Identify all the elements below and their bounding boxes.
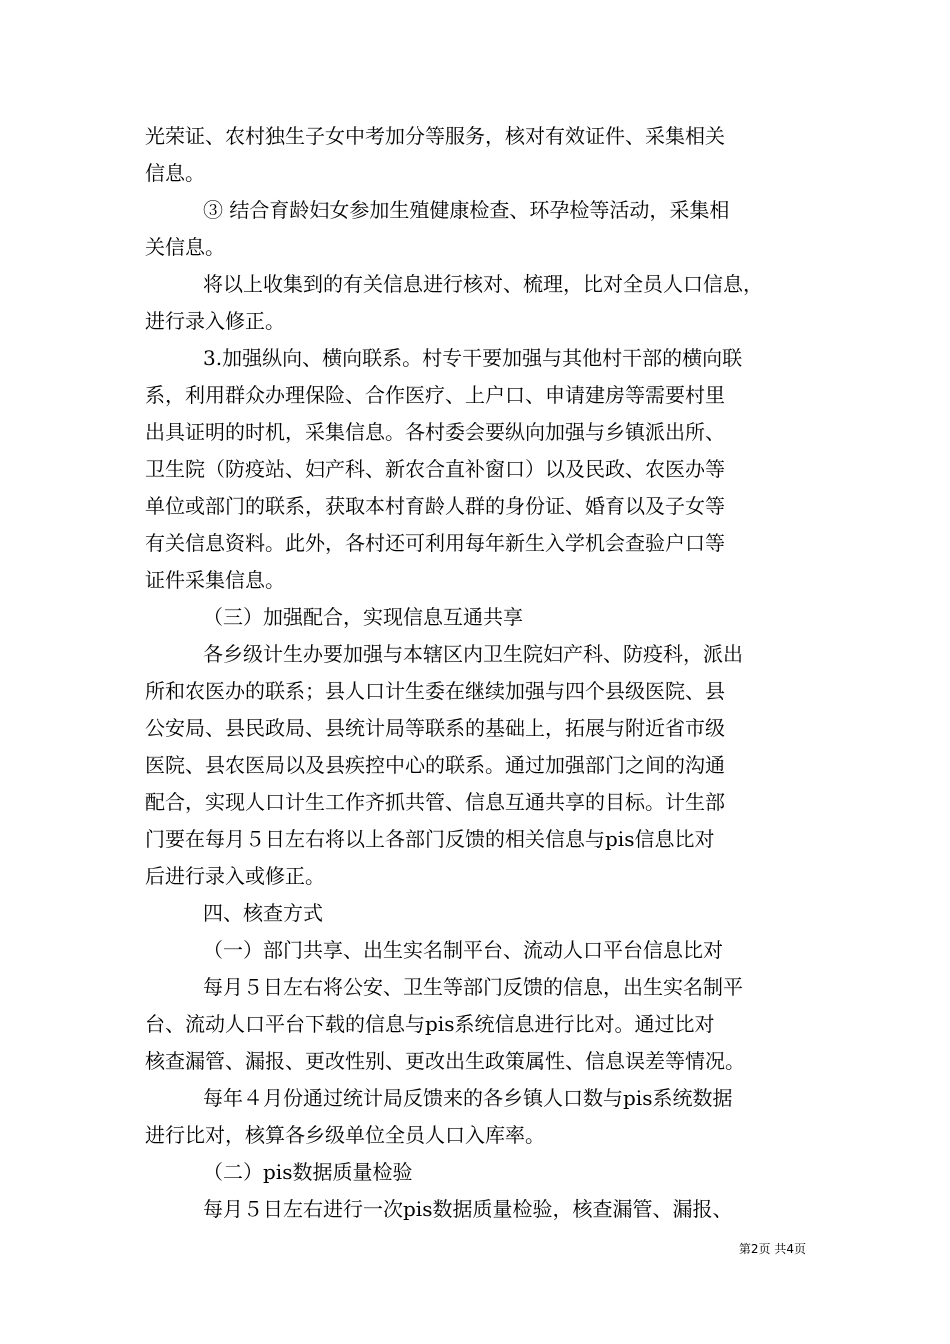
text-line: 系，利用群众办理保险、合作医疗、上户口、申请建房等需要村里 [145, 383, 725, 407]
text-line: 四、核查方式 [203, 901, 323, 925]
text-line: 公安局、县民政局、县统计局等联系的基础上，拓展与附近省市级 [145, 716, 725, 740]
text-line: 信息。 [145, 161, 205, 185]
text-line: 卫生院（防疫站、妇产科、新农合直补窗口）以及民政、农医办等 [145, 457, 725, 481]
text-line: 关信息。 [145, 235, 225, 259]
text-line: 配合，实现人口计生工作齐抓共管、信息互通共享的目标。计生部 [145, 790, 725, 814]
text-line: ③ 结合育龄妇女参加生殖健康检查、环孕检等活动，采集相 [203, 198, 730, 222]
text-line: 出具证明的时机，采集信息。各村委会要纵向加强与乡镇派出所、 [145, 420, 725, 444]
text-line: （二）pis数据质量检验 [203, 1160, 413, 1184]
text-line: 门要在每月５日左右将以上各部门反馈的相关信息与pis信息比对 [145, 827, 715, 851]
text-line: 后进行录入或修正。 [145, 864, 325, 888]
text-line: 每月５日左右将公安、卫生等部门反馈的信息，出生实名制平 [203, 975, 743, 999]
text-line: 进行比对，核算各乡级单位全员人口入库率。 [145, 1123, 545, 1147]
text-line: （三）加强配合，实现信息互通共享 [203, 605, 523, 629]
text-line: 光荣证、农村独生子女中考加分等服务，核对有效证件、采集相关 [145, 124, 725, 148]
text-line: 将以上收集到的有关信息进行核对、梳理，比对全员人口信息， [203, 272, 763, 296]
text-line: 每年４月份通过统计局反馈来的各乡镇人口数与pis系统数据 [203, 1086, 733, 1110]
text-line: 3.加强纵向、横向联系。村专干要加强与其他村干部的横向联 [203, 346, 743, 370]
text-line: 医院、县农医局以及县疾控中心的联系。通过加强部门之间的沟通 [145, 753, 725, 777]
text-line: 证件采集信息。 [145, 568, 285, 592]
text-line: 各乡级计生办要加强与本辖区内卫生院妇产科、防疫科，派出 [203, 642, 743, 666]
text-line: 每月５日左右进行一次pis数据质量检验，核查漏管、漏报、 [203, 1197, 733, 1221]
document-body [145, 118, 810, 1228]
text-line: （一）部门共享、出生实名制平台、流动人口平台信息比对 [203, 938, 723, 962]
text-line: 所和农医办的联系；县人口计生委在继续加强与四个县级医院、县 [145, 679, 725, 703]
text-line: 单位或部门的联系，获取本村育龄人群的身份证、婚育以及子女等 [145, 494, 725, 518]
page-number: 第2页 共4页 [738, 1242, 806, 1256]
text-line: 进行录入修正。 [145, 309, 285, 333]
text-line: 有关信息资料。此外，各村还可利用每年新生入学机会查验户口等 [145, 531, 725, 555]
text-line: 台、流动人口平台下载的信息与pis系统信息进行比对。通过比对 [145, 1012, 715, 1036]
text-line: 核查漏管、漏报、更改性别、更改出生政策属性、信息误差等情况。 [145, 1049, 745, 1073]
